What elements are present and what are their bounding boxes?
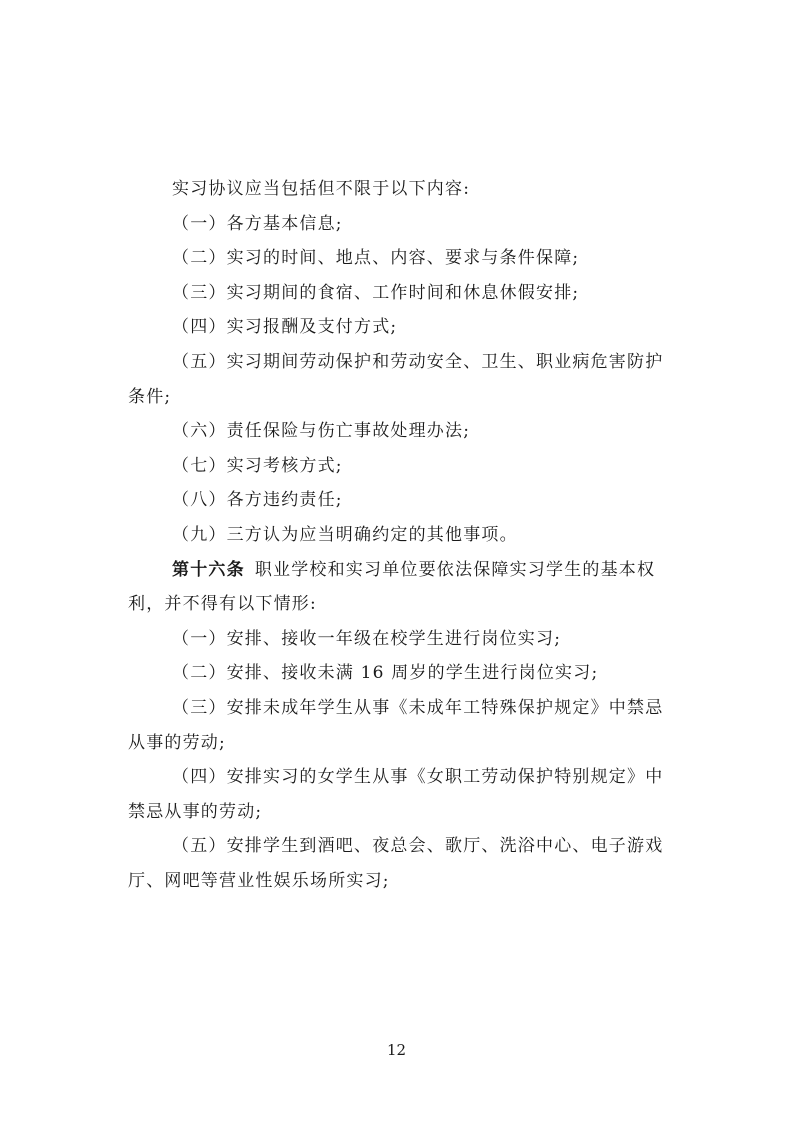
list-item: （三）实习期间的食宿、工作时间和休息休假安排;: [172, 282, 580, 303]
list-item: （五）安排学生到酒吧、夜总会、歌厅、洗浴中心、电子游戏厅、网吧等营业性娱乐场所实习;: [128, 836, 664, 891]
document-body: [128, 172, 668, 898]
list-item: （四）安排实习的女学生从事《女职工劳动保护特别规定》中禁忌从事的劳动;: [128, 767, 664, 822]
page-number: 12: [386, 1041, 407, 1059]
list-item: （一）安排、接收一年级在校学生进行岗位实习;: [172, 628, 562, 649]
list-item: （二）实习的时间、地点、内容、要求与条件保障;: [172, 248, 580, 269]
article-16-paragraph: [128, 553, 668, 622]
article-16-label: 第十六条: [172, 559, 245, 580]
list-item: （五）实习期间劳动保护和劳动安全、卫生、职业病危害防护条件;: [128, 351, 664, 407]
list-item: （一）各方基本信息;: [172, 213, 343, 234]
list-item: （四）实习报酬及支付方式;: [172, 317, 398, 338]
article-16-text: 职业学校和实习单位要依法保障实习学生的基本权利，并不得有以下情形:: [128, 559, 656, 615]
list-item: （八）各方违约责任;: [172, 490, 343, 511]
list-item: （二）安排、接收未满 16 周岁的学生进行岗位实习;: [172, 663, 599, 684]
paragraph-intro: 实习协议应当包括但不限于以下内容:: [172, 179, 471, 199]
list-item: （九）三方认为应当明确约定的其他事项。: [172, 524, 518, 545]
list-item: （六）责任保险与伤亡事故处理办法;: [172, 421, 471, 442]
list-item: （三）安排未成年学生从事《未成年工特殊保护规定》中禁忌从事的劳动;: [128, 697, 664, 753]
list-item: （七）实习考核方式;: [172, 455, 343, 476]
